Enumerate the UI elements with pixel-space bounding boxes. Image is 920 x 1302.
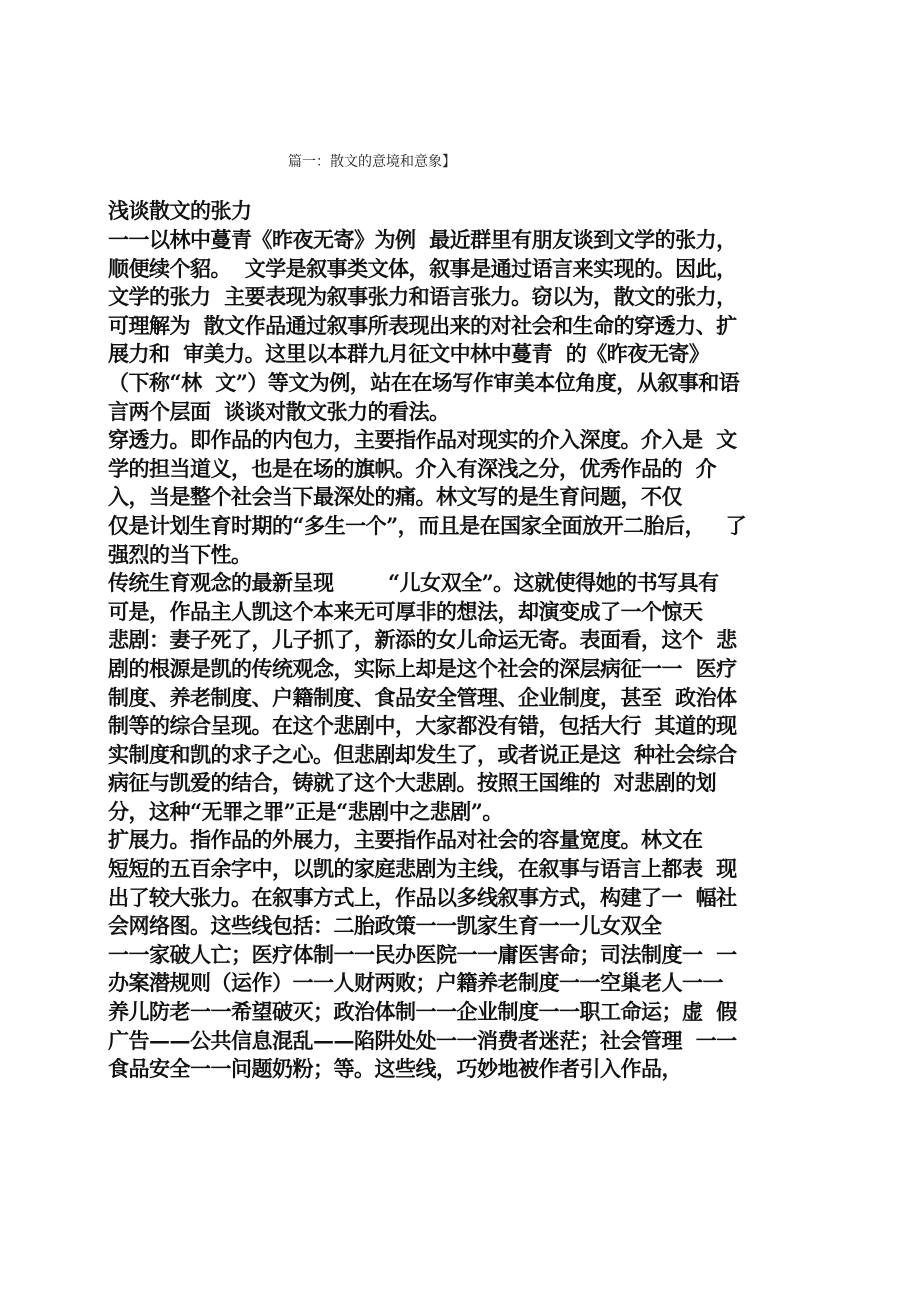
text-line: 短短的五百余字中，以凯的家庭悲剧为主线，在叙事与语言上都表 现	[108, 856, 737, 882]
text-line: 办案潜规则（运作）一一人财两败；户籍养老制度一一空巢老人一一	[108, 970, 723, 996]
text-line: 扩展力。指作品的外展力，主要指作品对社会的容量宽度。林文在	[108, 827, 703, 853]
text-line: 顺便续个貂。 文学是叙事类文体，叙事是通过语言来实现的。因此，	[108, 255, 737, 281]
text-line: 一一以林中蔓青《昨夜无寄》为例 最近群里有朋友谈到文学的张力，	[108, 227, 737, 252]
text-line: 强烈的当下性。	[108, 541, 252, 567]
text-line: 入，当是整个社会当下最深处的痛。林文写的是生育问题，不仅	[108, 484, 682, 510]
text-line: 展力和 审美力。这里以本群九月征文中林中蔓青 的《昨夜无寄》	[108, 341, 710, 367]
text-line: 养儿防老一一希望破灭；政治体制一一企业制度一一职工命运；虚 假	[108, 999, 737, 1025]
text-line: 可是，作品主人凯这个本来无可厚非的想法，却演变成了一个惊天	[108, 598, 703, 624]
text-line: 会网络图。这些线包括：二胎政策一一凯家生育一一儿女双全	[108, 913, 662, 939]
text-line: 学的担当道义，也是在场的旗帜。介入有深浅之分，优秀作品的 介	[108, 455, 717, 481]
text-line: 言两个层面 谈谈对散文张力的看法。	[108, 398, 450, 424]
text-line: 穿透力。即作品的内包力，主要指作品对现实的介入深度。介入是 文	[108, 427, 737, 453]
text-line: 出了较大张力。在叙事方式上，作品以多线叙事方式，构建了一 幅社	[108, 884, 737, 910]
text-line: 可理解为 散文作品通过叙事所表现出来的对社会和生命的穿透力、扩	[108, 312, 737, 338]
text-line: 病征与凯爱的结合，铸就了这个大悲剧。按照王国维的 对悲剧的划	[108, 770, 717, 796]
text-line: 广告——公共信息混乱——陷阱处处一一消费者迷茫；社会管理 一一	[108, 1027, 737, 1053]
text-line: 制度、养老制度、户籍制度、食品安全管理、企业制度，甚至 政治体	[108, 684, 737, 710]
text-line: 一一家破人亡；医疗体制一一民办医院一一庸医害命；司法制度一 一	[108, 941, 737, 967]
text-line: 食品安全一一问题奶粉；等。这些线，巧妙地被作者引入作品，	[108, 1056, 682, 1082]
text-line: 剧的根源是凯的传统观念，实际上却是这个社会的深层病征一一 医疗	[108, 655, 737, 681]
text-line: 传统生育观念的最新呈现 “儿女双全”。这就使得她的书写具有	[108, 570, 719, 596]
text-line: （下称“林 文”）等文为例，站在在场写作审美本位角度，从叙事和语	[108, 369, 740, 395]
text-line: 分，这种“无罪之罪”正是“悲剧中之悲剧”。	[108, 798, 503, 824]
text-line: 仅是计划生育时期的“多生一个”，而且是在国家全面放开二胎后， 了	[108, 512, 747, 538]
section-header-label: 篇一：散文的意境和意象】	[288, 154, 456, 170]
article-title: 浅谈散文的张力	[108, 198, 252, 223]
text-line: 实制度和凯的求子之心。但悲剧却发生了，或者说正是这 种社会综合	[108, 741, 737, 767]
text-line: 文学的张力 主要表现为叙事张力和语言张力。窃以为，散文的张力，	[108, 284, 737, 310]
text-line: 制等的综合呈现。在这个悲剧中，大家都没有错，包括大行 其道的现	[108, 713, 737, 739]
article-body	[108, 196, 808, 1084]
text-line: 悲剧：妻子死了，儿子抓了，新添的女儿命运无寄。表面看，这个 悲	[108, 627, 737, 653]
